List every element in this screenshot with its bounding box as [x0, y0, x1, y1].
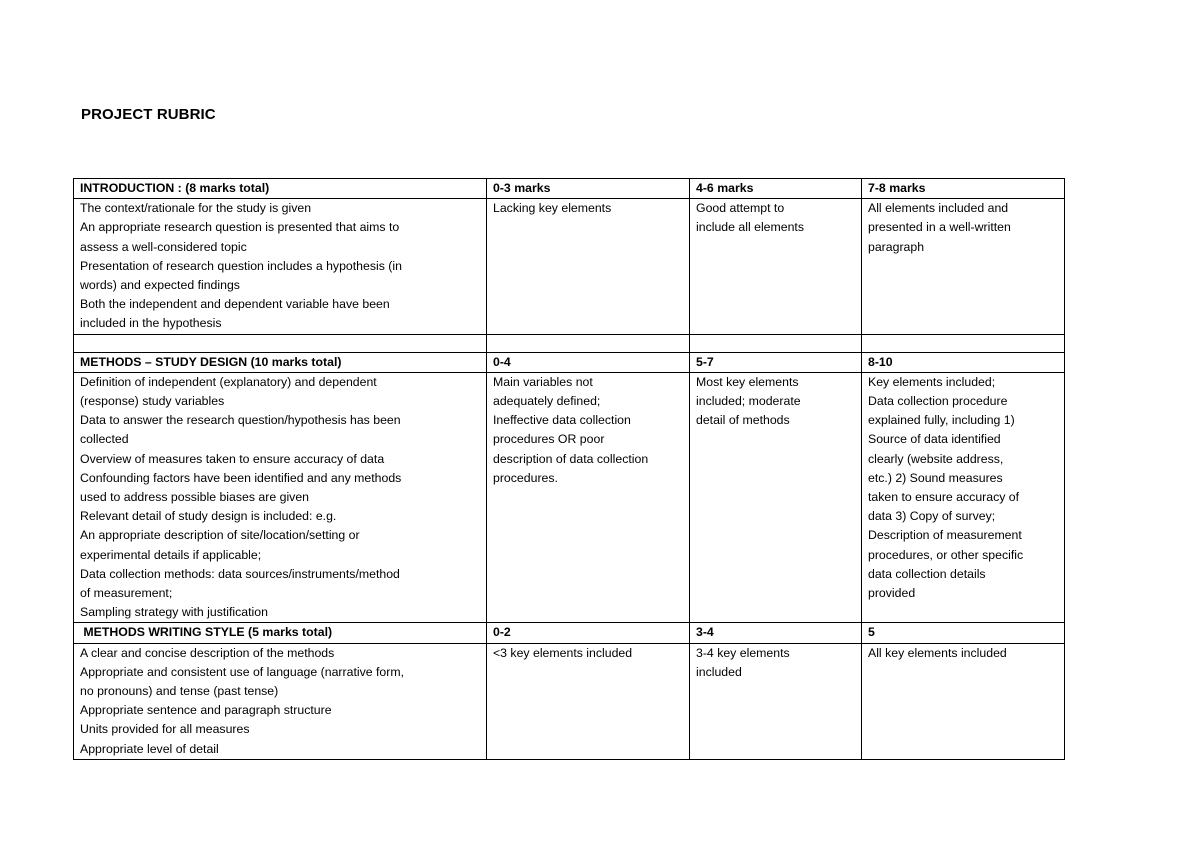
criterion-line: Data collection methods: data sources/instruments/method — [80, 566, 400, 581]
empty-cell — [487, 334, 690, 352]
criterion-line: Sampling strategy with justification — [80, 605, 268, 620]
score-band-header: 0-4 — [487, 352, 690, 372]
band-low-description — [487, 372, 690, 623]
section-title: METHODS – STUDY DESIGN (10 marks total) — [74, 352, 487, 372]
description-line: procedures OR poor — [493, 432, 605, 447]
criterion-line: words) and expected findings — [80, 278, 240, 293]
score-band-header: 3-4 — [690, 623, 862, 643]
description-line: Data collection procedure — [868, 394, 1008, 409]
description-line: presented in a well-written — [868, 220, 1011, 235]
criterion-line: Appropriate level of detail — [80, 741, 219, 756]
page-title: PROJECT RUBRIC — [81, 106, 216, 123]
description-line: taken to ensure accuracy of — [868, 490, 1020, 505]
criterion-line: Data to answer the research question/hypothesis has been — [80, 413, 401, 428]
criterion-line: Confounding factors have been identified and any methods — [80, 470, 402, 485]
band-low-description — [487, 643, 690, 759]
empty-cell — [862, 334, 1065, 352]
band-high-description — [862, 199, 1065, 334]
description-line: Key elements included; — [868, 374, 996, 389]
description-line: included; moderate — [696, 394, 801, 409]
band-mid-description — [690, 372, 862, 623]
section-content-row — [74, 643, 1065, 759]
criteria-cell — [74, 199, 487, 334]
score-band-header: 0-3 marks — [487, 179, 690, 199]
section-title: METHODS WRITING STYLE (5 marks total) — [74, 623, 487, 643]
criterion-line: The context/rationale for the study is given — [80, 201, 312, 216]
description-line: procedures, or other specific — [868, 547, 1024, 562]
criterion-line: experimental details if applicable; — [80, 547, 262, 562]
criterion-line: An appropriate research question is presented that aims to — [80, 220, 400, 235]
description-line: Main variables not — [493, 374, 593, 389]
description-line: All elements included and — [868, 201, 1009, 216]
criterion-line: Overview of measures taken to ensure accuracy of data — [80, 451, 385, 466]
section-header-row — [74, 179, 1065, 199]
criterion-line: assess a well-considered topic — [80, 239, 247, 254]
criterion-line: Definition of independent (explanatory) and dependent — [80, 374, 377, 389]
score-band-header: 0-2 — [487, 623, 690, 643]
rubric-table — [73, 178, 1065, 760]
score-band-header: 5 — [862, 623, 1065, 643]
description-line: Description of measurement — [868, 528, 1022, 543]
band-high-description — [862, 643, 1065, 759]
criterion-line: collected — [80, 432, 129, 447]
score-band-header: 8-10 — [862, 352, 1065, 372]
description-line: provided — [868, 586, 916, 601]
criterion-line: included in the hypothesis — [80, 316, 222, 331]
criteria-cell — [74, 643, 487, 759]
criterion-line: (response) study variables — [80, 394, 225, 409]
criterion-line: Appropriate and consistent use of language (narrative form, — [80, 664, 405, 679]
criterion-line: An appropriate description of site/location/setting or — [80, 528, 360, 543]
criterion-line: Both the independent and dependent variable have been — [80, 297, 390, 312]
band-mid-description — [690, 643, 862, 759]
band-high-description — [862, 372, 1065, 623]
description-line: Source of data identified — [868, 432, 1001, 447]
section-content-row — [74, 199, 1065, 334]
description-line: <3 key elements included — [493, 645, 633, 660]
description-line: detail of methods — [696, 413, 790, 428]
section-title: INTRODUCTION : (8 marks total) — [74, 179, 487, 199]
description-line: data collection details — [868, 566, 986, 581]
section-header-row — [74, 352, 1065, 372]
description-line: paragraph — [868, 239, 925, 254]
criterion-line: A clear and concise description of the methods — [80, 645, 335, 660]
criterion-line: Presentation of research question includes a hypothesis (in — [80, 258, 402, 273]
description-line: procedures. — [493, 470, 558, 485]
section-content-row — [74, 372, 1065, 623]
description-line: data 3) Copy of survey; — [868, 509, 996, 524]
description-line: Lacking key elements — [493, 201, 612, 216]
score-band-header: 5-7 — [690, 352, 862, 372]
criterion-line: no pronouns) and tense (past tense) — [80, 684, 279, 699]
spacer-row — [74, 334, 1065, 352]
description-line: clearly (website address, — [868, 451, 1004, 466]
description-line: description of data collection — [493, 451, 649, 466]
description-line: include all elements — [696, 220, 805, 235]
empty-cell — [690, 334, 862, 352]
score-band-header: 7-8 marks — [862, 179, 1065, 199]
criterion-line: Relevant detail of study design is included: e.g. — [80, 509, 337, 524]
criterion-line: Appropriate sentence and paragraph structure — [80, 703, 332, 718]
description-line: Most key elements — [696, 374, 799, 389]
band-mid-description — [690, 199, 862, 334]
description-line: All key elements included — [868, 645, 1007, 660]
description-line: Ineffective data collection — [493, 413, 631, 428]
description-line: 3-4 key elements — [696, 645, 790, 660]
criterion-line: of measurement; — [80, 586, 173, 601]
criterion-line: Units provided for all measures — [80, 722, 250, 737]
score-band-header: 4-6 marks — [690, 179, 862, 199]
band-low-description — [487, 199, 690, 334]
description-line: included — [696, 664, 742, 679]
description-line: Good attempt to — [696, 201, 785, 216]
description-line: adequately defined; — [493, 394, 601, 409]
description-line: etc.) 2) Sound measures — [868, 470, 1003, 485]
description-line: explained fully, including 1) — [868, 413, 1015, 428]
empty-cell — [74, 334, 487, 352]
criterion-line: used to address possible biases are given — [80, 490, 309, 505]
criteria-cell — [74, 372, 487, 623]
section-header-row — [74, 623, 1065, 643]
